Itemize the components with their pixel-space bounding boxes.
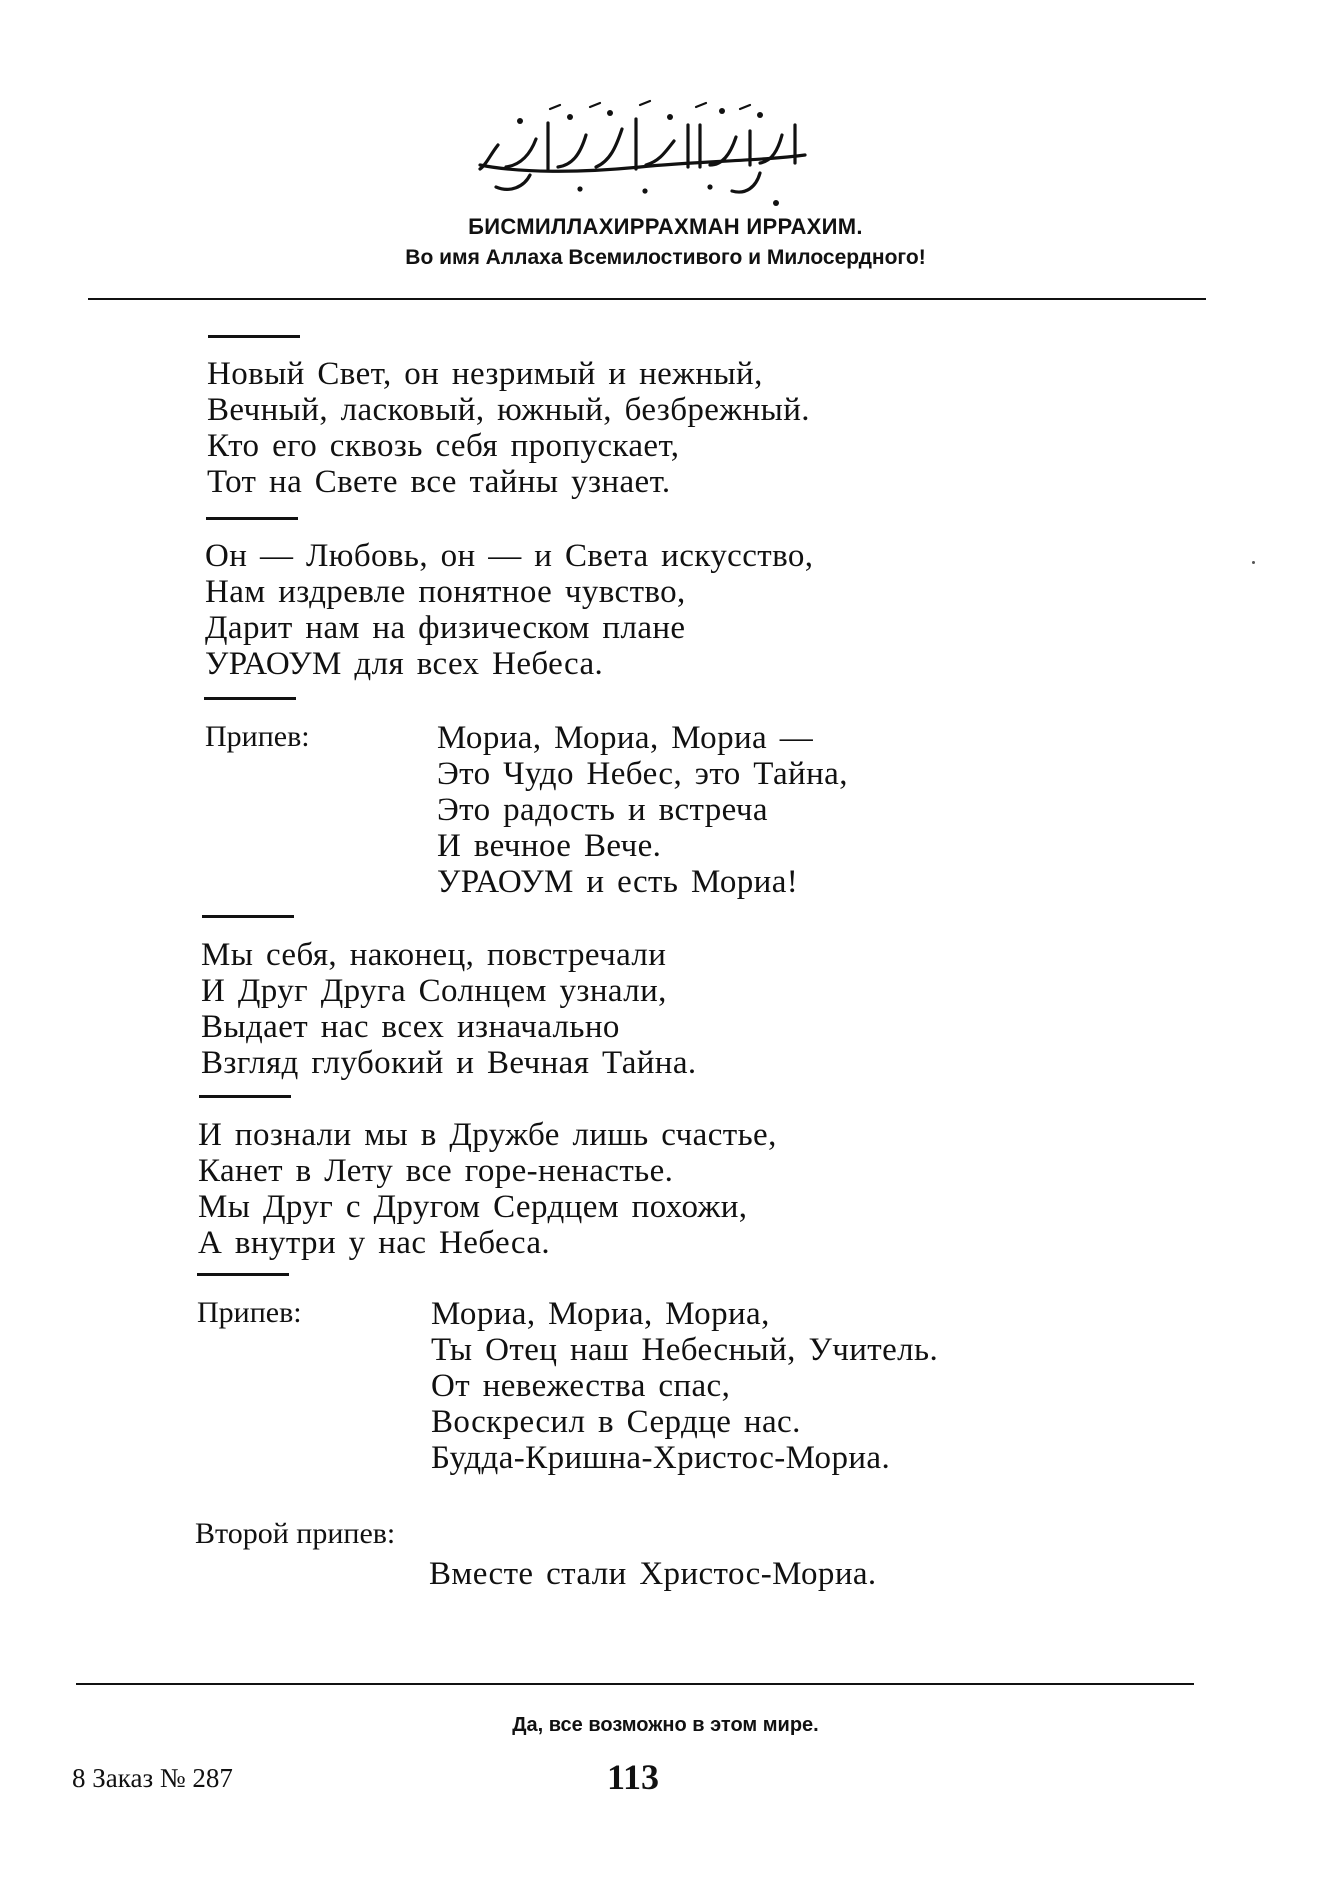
chorus-label: Припев: bbox=[197, 1296, 302, 1329]
stanza-separator bbox=[197, 1273, 289, 1276]
poem-line: И Друг Друга Солнцем узнали, bbox=[201, 973, 667, 1009]
poem-line: Вечный, ласковый, южный, безбрежный. bbox=[207, 392, 810, 428]
second-chorus bbox=[429, 1556, 877, 1592]
poem-line: Мориа, Мориа, Мориа, bbox=[431, 1296, 770, 1332]
poem-line: Выдает нас всех изначально bbox=[201, 1009, 620, 1045]
stanza-separator bbox=[206, 517, 298, 520]
stanza-3 bbox=[201, 937, 697, 1081]
poem-line: Тот на Свете все тайны узнает. bbox=[207, 464, 671, 500]
poem-line: Он — Любовь, он — и Света искусство, bbox=[205, 538, 814, 574]
chorus-2 bbox=[431, 1296, 938, 1476]
poem-line: Мы Друг с Другом Сердцем похожи, bbox=[198, 1189, 748, 1225]
poem-line: Будда-Кришна-Христос-Мориа. bbox=[431, 1440, 891, 1476]
footer-divider bbox=[76, 1683, 1194, 1685]
second-chorus-label: Второй припев: bbox=[195, 1517, 396, 1550]
poem-line: Это Чудо Небес, это Тайна, bbox=[437, 756, 848, 792]
poem-line: Это радость и встреча bbox=[437, 792, 768, 828]
stanza-separator bbox=[204, 697, 296, 700]
poem-line: А внутри у нас Небеса. bbox=[198, 1225, 551, 1261]
poem-line: И познали мы в Дружбе лишь счастье, bbox=[198, 1117, 777, 1153]
header-subtitle: Во имя Аллаха Всемилостивого и Милосердного! bbox=[405, 246, 926, 269]
page-number: 113 bbox=[607, 1757, 660, 1797]
scan-speck bbox=[1252, 561, 1255, 564]
stanza-separator bbox=[199, 1095, 291, 1098]
poem-line: Кто его сквозь себя пропускает, bbox=[207, 428, 680, 464]
poem-line: Новый Свет, он незримый и нежный, bbox=[207, 356, 763, 392]
poem-line: Воскресил в Сердце нас. bbox=[431, 1404, 801, 1440]
header-title: БИСМИЛЛАХИРРАХМАН ИРРАХИМ. bbox=[468, 214, 863, 239]
poem-line: От невежества спас, bbox=[431, 1368, 731, 1404]
poem-line: Нам издревле понятное чувство, bbox=[205, 574, 686, 610]
poem-line: Вместе стали Христос-Мориа. bbox=[429, 1556, 877, 1592]
stanza-4 bbox=[198, 1117, 777, 1261]
footer-motto: Да, все возможно в этом мире. bbox=[512, 1714, 819, 1736]
bismillah-calligraphy bbox=[460, 95, 820, 210]
stanza-separator bbox=[202, 915, 294, 918]
poem-line: Дарит нам на физическом плане bbox=[205, 610, 686, 646]
poem-line: Мы себя, наконец, повстречали bbox=[201, 937, 667, 973]
poem-line: Взгляд глубокий и Вечная Тайна. bbox=[201, 1045, 697, 1081]
stanza-separator bbox=[208, 335, 300, 338]
poem-line: Мориа, Мориа, Мориа — bbox=[437, 720, 814, 756]
poem-line: И вечное Вече. bbox=[437, 828, 662, 864]
stanza-1 bbox=[207, 356, 810, 500]
poem-line: УРАОУМ для всех Небеса. bbox=[205, 646, 604, 682]
chorus-1 bbox=[437, 720, 848, 900]
poem-line: Канет в Лету все горе-ненастье. bbox=[198, 1153, 674, 1189]
print-order-number: 8 Заказ № 287 bbox=[72, 1763, 233, 1793]
poem-line: Ты Отец наш Небесный, Учитель. bbox=[431, 1332, 939, 1368]
stanza-2 bbox=[205, 538, 813, 682]
poem-line: УРАОУМ и есть Мориа! bbox=[437, 864, 799, 900]
chorus-label: Припев: bbox=[205, 720, 310, 753]
header-divider bbox=[88, 298, 1206, 300]
